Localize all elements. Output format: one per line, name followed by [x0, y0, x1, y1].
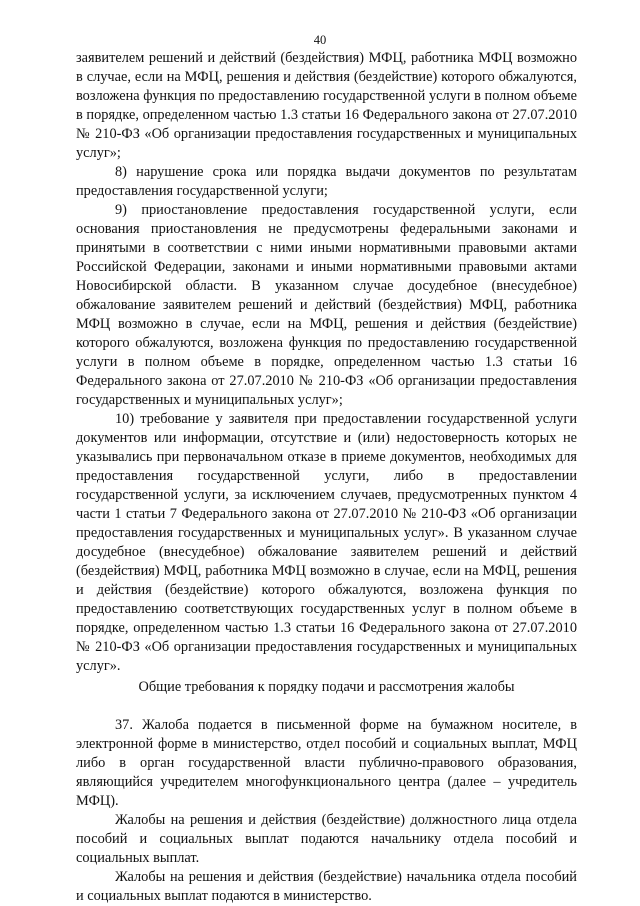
paragraph-37-complaints-head: Жалобы на решения и действия (бездействие) начальника отдела пособий и социальных выплат подаются в министерство.	[76, 869, 577, 904]
page-number: 40	[313, 33, 327, 47]
blank-line	[76, 697, 577, 716]
document-body	[76, 49, 577, 906]
paragraph-continuation: заявителем решений и действий (бездействия) МФЦ, работника МФЦ возможно в случае, если на МФЦ, решения и действия (бездействие) которого обжалуются, возложена функция по предоставлению государственной услуги в полном объеме в порядке, определенном частью 1.3 статьи 16 Федерального закона от 27.07.2010 № 210-ФЗ «Об организации предоставления государственных и муниципальных услуг»;	[76, 50, 577, 161]
paragraph-item-9: 9) приостановление предоставления государственной услуги, если основания приостановления не предусмотрены федеральными законами и принятыми в соответствии с ними иными нормативными правовыми актами Российской Федерации, законами и иными нормативными правовыми актами Новосибирской области. В указанном случае досудебное (внесудебное) обжалование заявителем решений и действий (бездействия) МФЦ, работника МФЦ возможно в случае, если на МФЦ, решения и действия (бездействие) которого обжалуются, возложена функция по предоставлению государственной услуги в полном объеме в порядке, определенном частью 1.3 статьи 16 Федерального закона от 27.07.2010 № 210-ФЗ «Об организации предоставления государственных и муниципальных услуг»;	[76, 202, 577, 408]
paragraph-item-8: 8) нарушение срока или порядка выдачи документов по результатам предоставления государственной услуги;	[76, 164, 577, 199]
paragraph-item-10: 10) требование у заявителя при предоставлении государственной услуги документов или информации, отсутствие и (или) недостоверность которых не указывались при первоначальном отказе в приеме документов, необходимых для предоставления государственной услуги, либо в предоставлении государственной услуги, за исключением случаев, предусмотренных пунктом 4 части 1 статьи 7 Федерального закона от 27.07.2010 № 210-ФЗ «Об организации предоставления государственных и муниципальных услуг». В указанном случае досудебное (внесудебное) обжалование заявителем решений и действий (бездействия) МФЦ, работника МФЦ возможно в случае, если на МФЦ, решения и действия (бездействие) которого обжалуются, возложена функция по предоставлению соответствующих государственных услуг в полном объеме в порядке, определенном частью 1.3 статьи 16 Федерального закона от 27.07.2010 № 210-ФЗ «Об организации предоставления государственных и муниципальных услуг».	[76, 411, 577, 674]
paragraph-37: 37. Жалоба подается в письменной форме на бумажном носителе, в электронной форме в министерство, отдел пособий и социальных выплат, МФЦ либо в орган государственной власти публично-правового образования, являющийся учредителем многофункционального центра (далее – учредитель МФЦ).	[76, 717, 577, 809]
paragraph-37-complaints-officer: Жалобы на решения и действия (бездействие) должностного лица отдела пособий и социальных выплат подаются начальнику отдела пособий и социальных выплат.	[76, 812, 577, 866]
section-heading: Общие требования к порядку подачи и рассмотрения жалобы	[138, 679, 515, 695]
